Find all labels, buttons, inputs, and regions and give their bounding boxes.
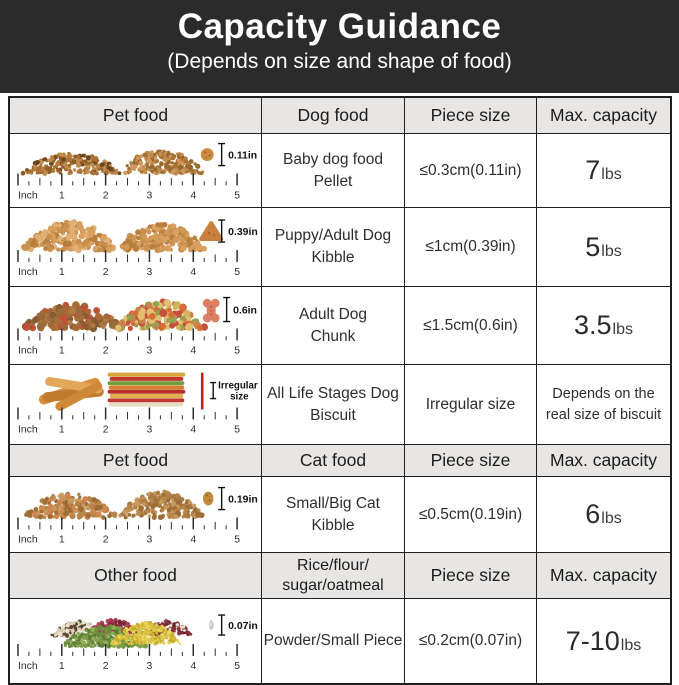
food-name-cell — [262, 208, 405, 286]
column-header-other-food: Other food — [10, 553, 262, 598]
piece-size-cell — [405, 477, 537, 552]
food-name: Small/Big Cat Kibble — [286, 494, 380, 534]
piece-size: ≤0.2cm(0.07in) — [418, 632, 523, 649]
food-size-illustration — [10, 477, 261, 552]
stick-treats-pile — [108, 373, 186, 407]
max-capacity-cell — [537, 287, 670, 364]
ruler-mark: 5 — [234, 424, 241, 436]
max-capacity-value: 6 lbs — [585, 499, 622, 529]
page-subtitle: (Depends on size and shape of food) — [167, 50, 512, 73]
ruler-mark: 3 — [146, 266, 153, 278]
ruler-mark: 4 — [190, 345, 197, 357]
food-size-illustration — [10, 365, 261, 444]
column-header-dog-food: Dog food — [262, 98, 405, 133]
food-name: Adult Dog Chunk — [298, 305, 368, 345]
pellet-sample-icon — [201, 148, 214, 161]
inch-ruler — [18, 173, 240, 201]
ruler-unit-label: Inch — [17, 266, 38, 278]
ruler-mark: 3 — [146, 424, 153, 436]
table-row-dog-biscuit — [10, 365, 670, 445]
inch-ruler — [18, 644, 240, 672]
column-header-max-capacity: Max. capacity — [537, 445, 670, 476]
ruler-mark: 3 — [146, 660, 153, 672]
ruler-mark: 3 — [146, 345, 153, 357]
chunk-piles — [22, 298, 208, 332]
piece-size-cell — [405, 134, 537, 207]
column-header-piece-size: Piece size — [405, 553, 537, 598]
bone-chunk-sample-icon — [203, 299, 220, 323]
measure-label: 0.11in — [228, 150, 258, 162]
food-size-illustration — [10, 287, 261, 364]
ruler-mark: 2 — [102, 660, 109, 672]
ruler-mark: 2 — [102, 190, 109, 202]
food-name-cell — [262, 599, 405, 683]
ruler-mark: 1 — [58, 424, 65, 436]
ruler-mark: 5 — [234, 190, 241, 202]
food-name-cell — [262, 365, 405, 444]
measure-bracket-icon — [210, 383, 216, 399]
ruler-mark: 4 — [190, 424, 197, 436]
food-name: Puppy/Adult Dog Kibble — [274, 227, 392, 266]
max-capacity-value: 7 lbs — [585, 155, 622, 185]
ruler-mark: 4 — [190, 190, 197, 202]
inch-ruler — [18, 250, 240, 278]
kibble-piles — [21, 219, 207, 253]
section-header-other — [10, 553, 670, 599]
food-name: Powder/Small Piece — [263, 632, 403, 650]
banner — [0, 0, 679, 93]
table-row-puppy-adult-kibble — [10, 208, 670, 287]
food-illustration-cell — [10, 287, 262, 364]
column-header-piece-size: Piece size — [405, 445, 537, 476]
max-capacity-cell — [537, 599, 670, 683]
food-name-cell — [262, 477, 405, 552]
food-name-cell — [262, 287, 405, 364]
jerky-pile — [38, 376, 105, 412]
grain-piles — [50, 618, 192, 649]
column-header-pet-food: Pet food — [10, 445, 262, 476]
ruler-mark: 1 — [58, 534, 65, 546]
section-header-dog — [10, 98, 670, 134]
column-header-cat-food: Cat food — [262, 445, 405, 476]
ruler-mark: 3 — [146, 190, 153, 202]
food-size-illustration — [10, 208, 261, 286]
max-capacity-cell — [537, 134, 670, 207]
ruler-unit-label: Inch — [17, 660, 38, 672]
measure-label: 0.39in — [228, 227, 258, 239]
food-illustration-cell — [10, 477, 262, 552]
piece-size: Irregular size — [425, 395, 516, 413]
grain-sample-icon — [209, 620, 214, 630]
cat-kibble-piles — [24, 490, 204, 520]
column-header-pet-food: Pet food — [10, 98, 262, 133]
measure-bracket-icon — [223, 298, 230, 322]
ruler-mark: 5 — [234, 534, 241, 546]
food-name: All Life Stages Dog Biscuit — [267, 384, 399, 424]
page-title: Capacity Guidance — [177, 7, 502, 46]
max-capacity-note: Depends on the real size of biscuit — [545, 386, 662, 423]
ruler-unit-label: Inch — [17, 190, 38, 202]
table-row-powder-small-piece — [10, 599, 670, 683]
measure-label: 0.19in — [228, 494, 258, 506]
max-capacity-cell — [537, 208, 670, 286]
ruler-mark: 5 — [234, 266, 241, 278]
piece-size-cell — [405, 287, 537, 364]
food-name: Baby dog food Pellet — [283, 150, 383, 190]
piece-size: ≤1cm(0.39in) — [425, 238, 516, 255]
table-row-adult-dog-chunk — [10, 287, 670, 365]
ruler-mark: 1 — [58, 660, 65, 672]
ruler-mark: 4 — [190, 534, 197, 546]
max-capacity-value: 3.5 lbs — [574, 310, 633, 340]
column-header-max-capacity: Max. capacity — [537, 98, 670, 133]
oval-kibble-sample-icon — [203, 492, 213, 506]
triangle-kibble-sample-icon — [201, 223, 221, 239]
measure-bracket-icon — [218, 488, 225, 510]
piece-size-cell — [405, 365, 537, 444]
ruler-mark: 1 — [58, 345, 65, 357]
ruler-mark: 1 — [58, 266, 65, 278]
ruler-unit-label: Inch — [17, 345, 38, 357]
measure-label: 0.07in — [228, 621, 258, 633]
ruler-mark: 5 — [234, 660, 241, 672]
max-capacity-value: 7-10 lbs — [565, 625, 642, 656]
column-header-max-capacity: Max. capacity — [537, 553, 670, 598]
piece-size: ≤0.3cm(0.11in) — [419, 161, 522, 179]
max-capacity-value: 5 lbs — [585, 231, 622, 262]
measure-bracket-icon — [218, 615, 225, 635]
column-header-rice-flour: Rice/flour/ sugar/oatmeal — [262, 553, 405, 598]
ruler-mark: 3 — [146, 534, 153, 546]
inch-ruler — [18, 407, 240, 435]
ruler-mark: 4 — [190, 266, 197, 278]
food-illustration-cell — [10, 208, 262, 286]
ruler-mark: 5 — [234, 345, 241, 357]
ruler-unit-label: Inch — [17, 424, 38, 436]
ruler-unit-label: Inch — [17, 534, 38, 546]
ruler-mark: 2 — [102, 424, 109, 436]
piece-size: ≤1.5cm(0.6in) — [423, 316, 518, 334]
ruler-mark: 2 — [102, 534, 109, 546]
pellet-piles — [21, 150, 205, 176]
table-row-baby-dog-pellet — [10, 134, 670, 208]
measure-label-line2: size — [230, 391, 249, 403]
inch-ruler — [18, 517, 240, 545]
food-illustration-cell — [10, 599, 262, 683]
column-header-piece-size: Piece size — [405, 98, 537, 133]
food-size-illustration — [10, 134, 261, 207]
piece-size-cell — [405, 599, 537, 683]
table-row-cat-kibble — [10, 477, 670, 553]
ruler-mark: 4 — [190, 660, 197, 672]
food-size-illustration — [10, 599, 261, 683]
food-name-cell — [262, 134, 405, 207]
section-header-cat — [10, 445, 670, 477]
ruler-mark: 2 — [102, 266, 109, 278]
max-capacity-cell — [537, 365, 670, 444]
max-capacity-cell — [537, 477, 670, 552]
piece-size-cell — [405, 208, 537, 286]
food-illustration-cell — [10, 365, 262, 444]
ruler-mark: 2 — [102, 345, 109, 357]
piece-size: ≤0.5cm(0.19in) — [418, 505, 523, 523]
inch-ruler — [18, 328, 240, 356]
measure-label-line1: Irregular — [218, 380, 258, 392]
food-illustration-cell — [10, 134, 262, 207]
measure-bracket-icon — [218, 144, 225, 166]
ruler-mark: 1 — [58, 190, 65, 202]
capacity-table — [8, 96, 672, 685]
measure-label: 0.6in — [233, 305, 257, 317]
